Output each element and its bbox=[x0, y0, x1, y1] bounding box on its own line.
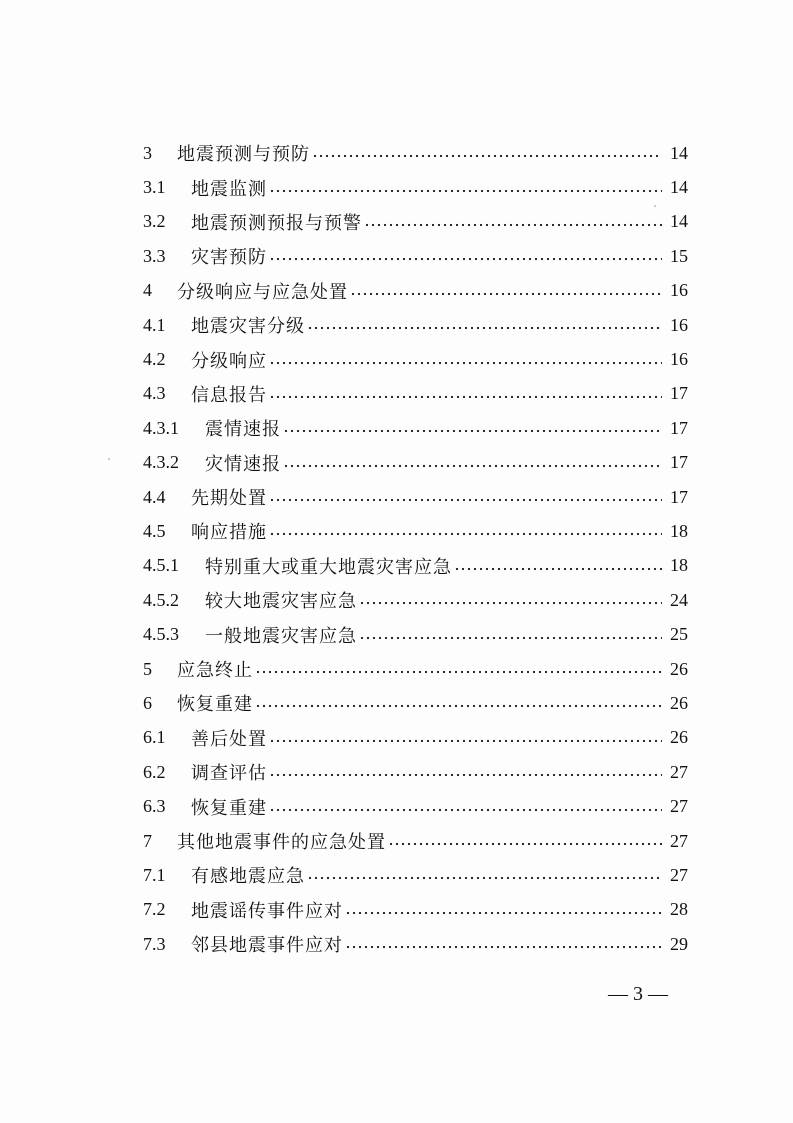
toc-entry-title: 地震谣传事件应对 bbox=[191, 900, 343, 922]
toc-entry bbox=[143, 136, 688, 170]
toc-entry-number: 4.1 bbox=[143, 314, 166, 335]
toc-entry-title: 恢复重建 bbox=[191, 797, 267, 819]
table-of-contents bbox=[143, 136, 688, 961]
toc-entry-page: 25 bbox=[670, 624, 688, 645]
toc-entry-page: 16 bbox=[670, 314, 688, 335]
toc-entry-title: 地震灾害分级 bbox=[191, 316, 305, 338]
scan-speck bbox=[108, 458, 110, 460]
toc-entry-number: 4.5 bbox=[143, 520, 166, 541]
dot-leader bbox=[283, 426, 662, 436]
scan-speck bbox=[654, 205, 656, 207]
toc-entry bbox=[143, 549, 688, 583]
dot-leader bbox=[312, 151, 662, 161]
toc-entry bbox=[143, 308, 688, 342]
dot-leader bbox=[345, 942, 662, 952]
toc-entry bbox=[143, 480, 688, 514]
toc-entry-number: 4 bbox=[143, 280, 152, 301]
dot-leader bbox=[307, 873, 662, 883]
toc-entry-title: 邻县地震事件应对 bbox=[191, 935, 343, 957]
toc-entry bbox=[143, 170, 688, 204]
toc-entry-number: 4.3.1 bbox=[143, 417, 179, 438]
toc-entry-title: 特别重大或重大地震灾害应急 bbox=[205, 556, 452, 578]
dot-leader bbox=[388, 839, 662, 849]
toc-entry-number: 4.3 bbox=[143, 383, 166, 404]
toc-entry-page: 27 bbox=[670, 761, 688, 782]
toc-entry bbox=[143, 893, 688, 927]
toc-entry-page: 14 bbox=[670, 177, 688, 198]
toc-entry-title: 恢复重建 bbox=[177, 694, 253, 716]
toc-entry-title: 地震预测与预防 bbox=[177, 144, 310, 166]
toc-entry-number: 6.1 bbox=[143, 727, 166, 748]
toc-entry-title: 分级响应与应急处置 bbox=[177, 281, 348, 303]
dot-leader bbox=[269, 392, 662, 402]
toc-entry bbox=[143, 686, 688, 720]
toc-entry-page: 27 bbox=[670, 864, 688, 885]
toc-entry bbox=[143, 721, 688, 755]
toc-entry-title: 灾害预防 bbox=[191, 247, 267, 269]
dot-leader bbox=[307, 323, 662, 333]
toc-entry-page: 14 bbox=[670, 142, 688, 163]
dot-leader bbox=[269, 770, 662, 780]
toc-entry-page: 16 bbox=[670, 349, 688, 370]
dot-leader bbox=[359, 598, 662, 608]
dot-leader bbox=[269, 805, 662, 815]
toc-entry-number: 5 bbox=[143, 658, 152, 679]
toc-entry bbox=[143, 583, 688, 617]
toc-entry-number: 6 bbox=[143, 692, 152, 713]
toc-entry-page: 29 bbox=[670, 933, 688, 954]
toc-entry-page: 16 bbox=[670, 280, 688, 301]
toc-entry-title: 善后处置 bbox=[191, 728, 267, 750]
dot-leader bbox=[269, 495, 662, 505]
toc-entry-number: 3.1 bbox=[143, 177, 166, 198]
dot-leader bbox=[359, 633, 662, 643]
toc-entry-page: 14 bbox=[670, 211, 688, 232]
toc-entry-number: 4.4 bbox=[143, 486, 166, 507]
toc-entry-title: 灾情速报 bbox=[205, 453, 281, 475]
toc-entry-page: 26 bbox=[670, 692, 688, 713]
toc-entry bbox=[143, 377, 688, 411]
dot-leader bbox=[269, 529, 662, 539]
toc-entry-page: 26 bbox=[670, 727, 688, 748]
toc-entry bbox=[143, 342, 688, 376]
dot-leader bbox=[269, 358, 662, 368]
dot-leader bbox=[454, 564, 662, 574]
toc-entry bbox=[143, 858, 688, 892]
toc-entry-title: 其他地震事件的应急处置 bbox=[177, 832, 386, 853]
toc-entry bbox=[143, 239, 688, 273]
toc-entry-page: 28 bbox=[670, 899, 688, 920]
dot-leader bbox=[255, 667, 662, 677]
dot-leader bbox=[350, 289, 662, 299]
toc-entry-number: 7.3 bbox=[143, 933, 166, 954]
dot-leader bbox=[345, 908, 662, 918]
toc-entry bbox=[143, 927, 688, 961]
toc-entry-page: 24 bbox=[670, 589, 688, 610]
toc-entry bbox=[143, 205, 688, 239]
toc-entry-number: 7 bbox=[143, 830, 152, 851]
toc-entry-title: 应急终止 bbox=[177, 660, 253, 682]
toc-entry bbox=[143, 652, 688, 686]
toc-entry-title: 较大地震灾害应急 bbox=[205, 591, 357, 613]
toc-entry-page: 17 bbox=[670, 486, 688, 507]
toc-entry-title: 地震预测预报与预警 bbox=[191, 212, 362, 234]
toc-entry-number: 4.5.2 bbox=[143, 589, 179, 610]
toc-entry bbox=[143, 411, 688, 445]
toc-entry-page: 26 bbox=[670, 658, 688, 679]
toc-entry bbox=[143, 617, 688, 651]
toc-entry-title: 地震监测 bbox=[191, 178, 267, 200]
toc-entry-number: 7.2 bbox=[143, 899, 166, 920]
toc-entry-number: 3 bbox=[143, 142, 152, 163]
toc-entry-number: 7.1 bbox=[143, 864, 166, 885]
toc-entry-title: 信息报告 bbox=[191, 384, 267, 406]
toc-entry bbox=[143, 755, 688, 789]
toc-entry-page: 27 bbox=[670, 796, 688, 817]
toc-entry-number: 6.2 bbox=[143, 761, 166, 782]
toc-entry-number: 3.3 bbox=[143, 245, 166, 266]
dot-leader bbox=[283, 461, 662, 471]
toc-entry-title: 一般地震灾害应急 bbox=[205, 625, 357, 647]
toc-entry-number: 4.5.3 bbox=[143, 624, 179, 645]
toc-entry bbox=[143, 446, 688, 480]
toc-entry-page: 17 bbox=[670, 383, 688, 404]
toc-entry-number: 3.2 bbox=[143, 211, 166, 232]
toc-entry bbox=[143, 514, 688, 548]
toc-entry-title: 分级响应 bbox=[191, 350, 267, 372]
toc-entry-number: 4.2 bbox=[143, 349, 166, 370]
dot-leader bbox=[269, 254, 662, 264]
dot-leader bbox=[255, 701, 662, 711]
page-number: — 3 — bbox=[608, 983, 668, 1005]
toc-entry bbox=[143, 824, 688, 858]
toc-entry-number: 6.3 bbox=[143, 796, 166, 817]
toc-entry-page: 18 bbox=[670, 555, 688, 576]
dot-leader bbox=[269, 736, 662, 746]
toc-entry-page: 27 bbox=[670, 830, 688, 851]
toc-entry bbox=[143, 274, 688, 308]
toc-entry-number: 4.5.1 bbox=[143, 555, 179, 576]
toc-entry-page: 15 bbox=[670, 245, 688, 266]
toc-entry-page: 17 bbox=[670, 417, 688, 438]
toc-entry-title: 响应措施 bbox=[191, 522, 267, 544]
toc-entry-page: 17 bbox=[670, 452, 688, 473]
dot-leader bbox=[269, 186, 662, 196]
toc-entry-title: 有感地震应急 bbox=[191, 866, 305, 888]
toc-entry-page: 18 bbox=[670, 520, 688, 541]
dot-leader bbox=[364, 220, 662, 230]
toc-entry-title: 先期处置 bbox=[191, 488, 267, 510]
toc-entry-title: 震情速报 bbox=[205, 419, 281, 441]
toc-entry bbox=[143, 789, 688, 823]
toc-entry-title: 调查评估 bbox=[191, 763, 267, 785]
toc-entry-number: 4.3.2 bbox=[143, 452, 179, 473]
